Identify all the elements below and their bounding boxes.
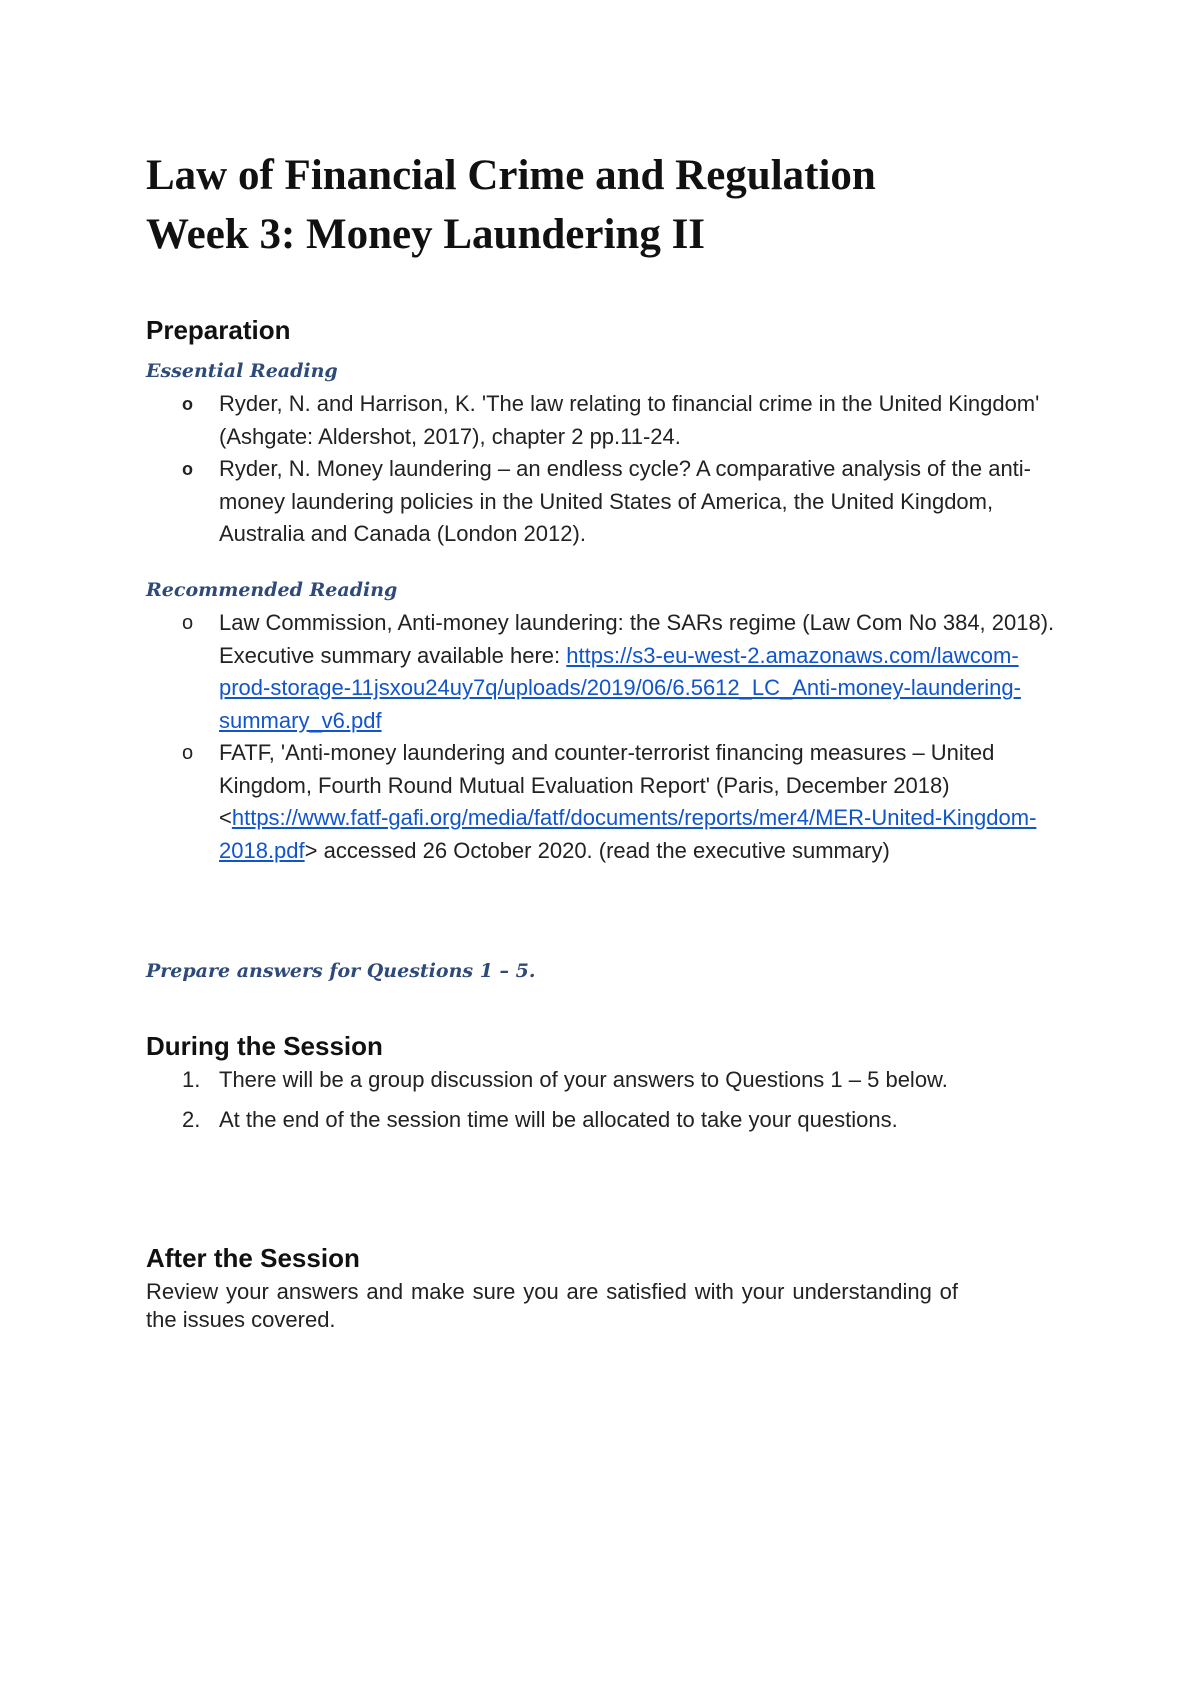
- document-title: [146, 146, 876, 264]
- reading-citation: Ryder, N. Money laundering – an endless cycle? A comparative analysis of the anti-money laundering policies in the United States of America, the United Kingdom, Australia and Canada (London 2012).: [219, 456, 1032, 546]
- bullet-marker: o: [182, 459, 193, 479]
- during-session-list: [146, 1066, 1066, 1146]
- after-session-heading: After the Session: [146, 1243, 360, 1273]
- reading-citation: FATF, 'Anti-money laundering and counter-terrorist financing measures – United Kingdom, Fourth Round Mutual Evaluation Report' (Paris, December 2018) <: [219, 740, 995, 830]
- title-line-2: Week 3: Money Laundering II: [146, 211, 706, 258]
- number-marker: 2.: [182, 1107, 201, 1132]
- number-marker: 1.: [182, 1067, 201, 1092]
- reading-citation: Ryder, N. and Harrison, K. 'The law relating to financial crime in the United Kingdom' (Ashgate: Aldershot, 2017), chapter 2 pp.11-24.: [219, 391, 1040, 449]
- preparation-heading: Preparation: [146, 315, 291, 345]
- title-line-1: Law of Financial Crime and Regulation: [146, 152, 876, 199]
- prepare-answers-note: Prepare answers for Questions 1 – 5.: [146, 960, 536, 982]
- list-item: [146, 607, 1066, 737]
- bullet-marker: o: [182, 742, 194, 764]
- during-session-heading: During the Session: [146, 1031, 383, 1061]
- fatf-report-link[interactable]: https://www.fatf-gafi.org/media/fatf/documents/reports/mer4/MER-United-Kingdom-2018.pdf: [219, 805, 1037, 863]
- after-session-text: Review your answers and make sure you are satisfied with your understanding of the issues covered.: [146, 1279, 958, 1332]
- essential-reading-list: [146, 388, 1066, 551]
- list-item: [146, 453, 1066, 551]
- recommended-reading-heading: Recommended Reading: [146, 579, 398, 601]
- lawcom-summary-link[interactable]: https://s3-eu-west-2.amazonaws.com/lawcom-prod-storage-11jsxou24uy7q/uploads/2019/06/6.5612_LC_Anti-money-laundering-summary_v6.pdf: [219, 642, 1021, 733]
- list-item: [146, 388, 1066, 453]
- bullet-marker: o: [182, 394, 193, 414]
- list-item: [146, 1066, 1039, 1094]
- reading-citation-suffix: > accessed 26 October 2020. (read the executive summary): [304, 837, 890, 863]
- recommended-reading-list: [146, 607, 1066, 867]
- list-item: [146, 1106, 1039, 1134]
- list-item-text: At the end of the session time will be allocated to take your questions.: [219, 1107, 898, 1132]
- reading-citation: Law Commission, Anti-money laundering: the SARs regime (Law Com No 384, 2018). Executive summary available here:: [219, 610, 1055, 668]
- list-item: [146, 737, 1066, 867]
- essential-reading-heading: Essential Reading: [146, 360, 338, 382]
- list-item-text: There will be a group discussion of your answers to Questions 1 – 5 below.: [219, 1067, 948, 1092]
- bullet-marker: o: [182, 612, 194, 634]
